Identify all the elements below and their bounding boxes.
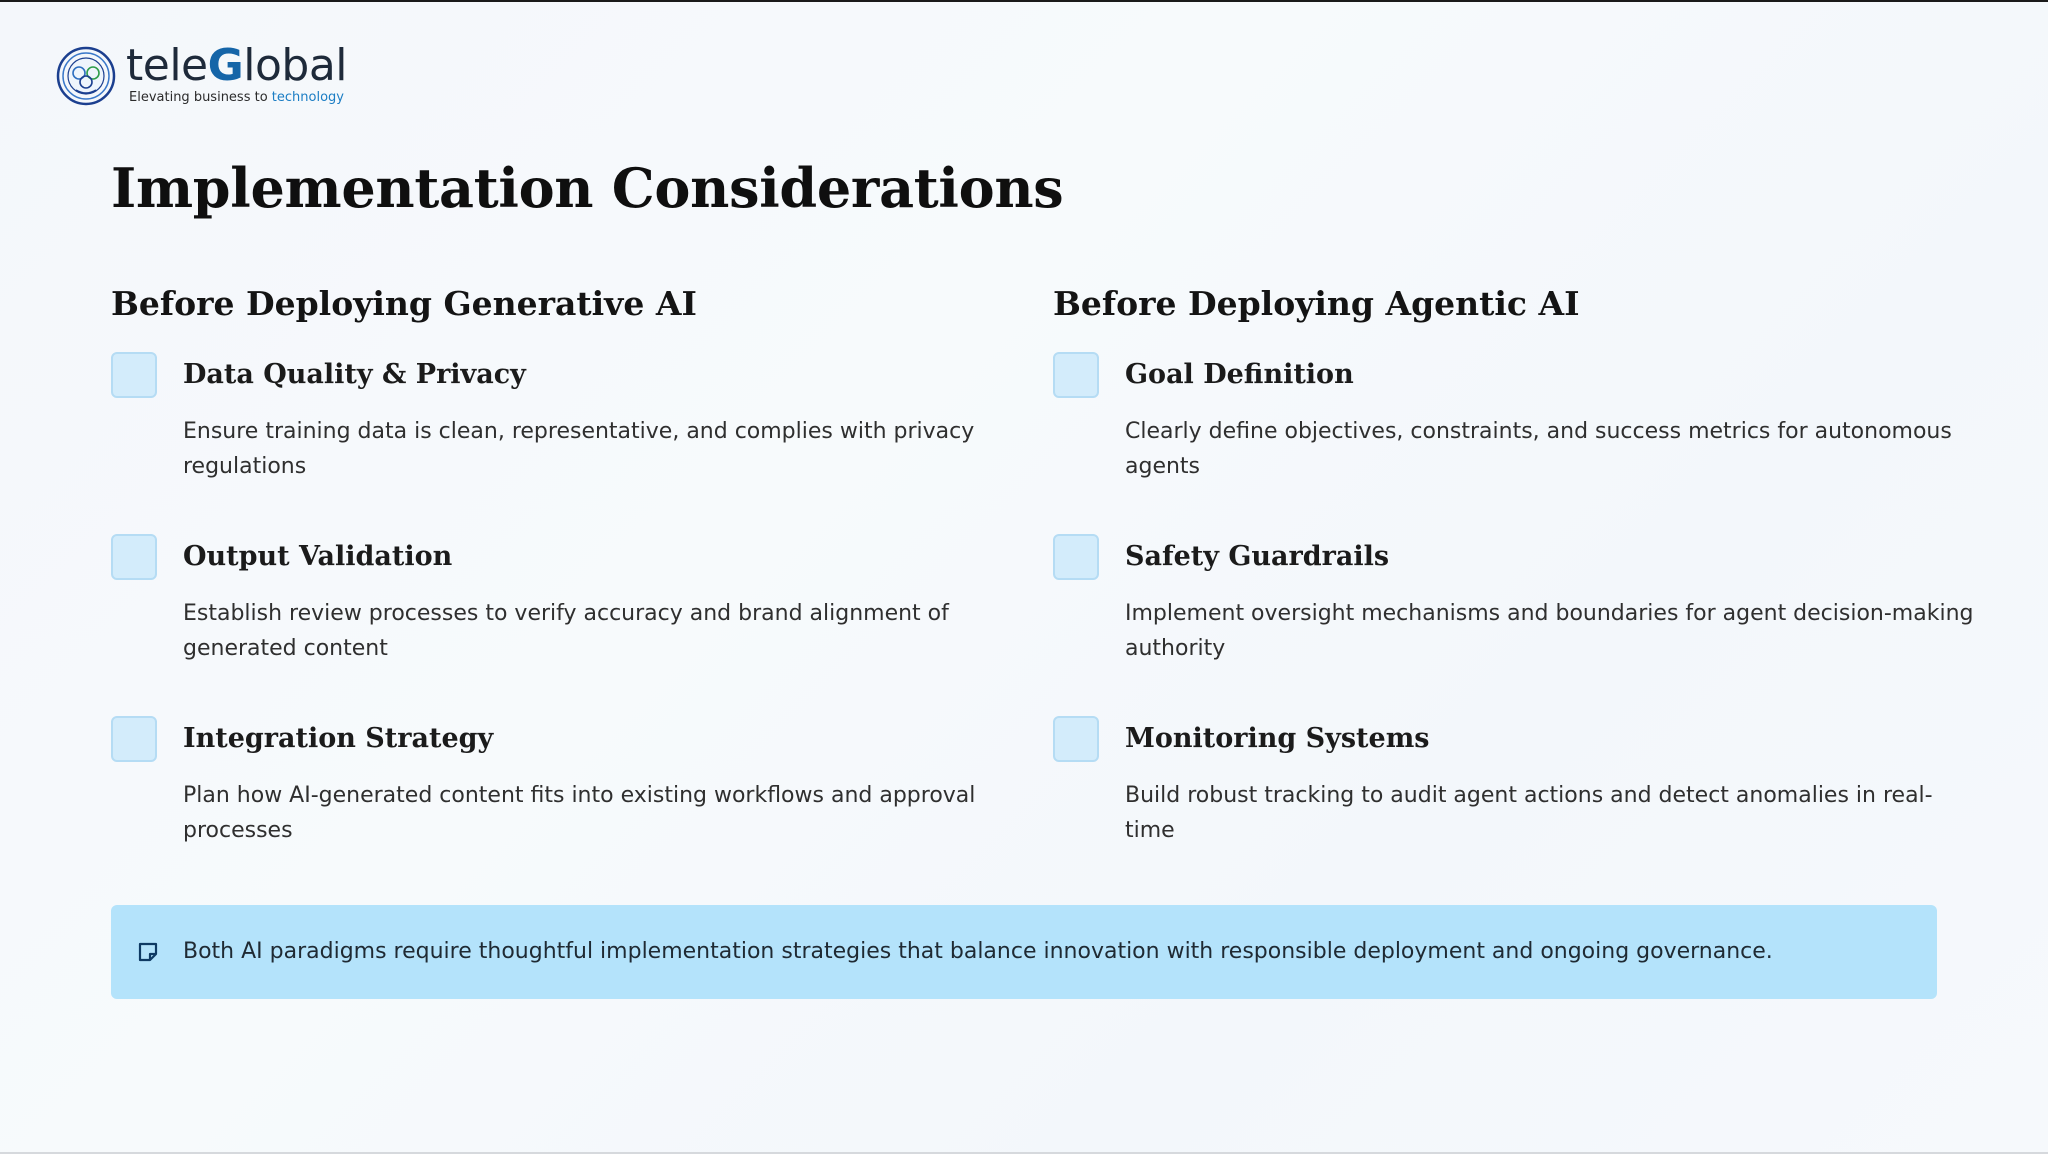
checklist (111, 350, 991, 896)
checklist-item (111, 532, 991, 714)
column-agentic-ai (1053, 278, 1974, 896)
item-title: Safety Guardrails (1125, 541, 1390, 572)
item-description: Ensure training data is clean, representative, and complies with privacy regulations (183, 419, 975, 479)
checkbox[interactable] (111, 534, 157, 580)
checkbox[interactable] (111, 716, 157, 762)
globe-ring-logo-icon (56, 46, 116, 106)
top-border-line (0, 0, 2048, 2)
column-heading: Before Deploying Generative AI (111, 284, 697, 323)
checkbox[interactable] (1053, 716, 1099, 762)
checklist-item (1053, 350, 1952, 532)
item-description: Establish review processes to verify accuracy and brand alignment of generated content (183, 601, 949, 661)
checklist-item (111, 350, 991, 532)
item-title: Data Quality & Privacy (183, 359, 526, 390)
checkbox[interactable] (111, 352, 157, 398)
item-description: Clearly define objectives, constraints, and success metrics for autonomous agents (1125, 419, 1952, 479)
checkbox[interactable] (1053, 352, 1099, 398)
item-title: Goal Definition (1125, 359, 1354, 390)
item-title: Output Validation (183, 541, 453, 572)
column-generative-ai (111, 278, 991, 896)
item-title: Integration Strategy (183, 723, 494, 754)
item-description: Plan how AI-generated content fits into existing workflows and approval processes (183, 783, 976, 843)
checklist (1053, 350, 1974, 896)
callout-text: Both AI paradigms require thoughtful implementation strategies that balance innovation with responsible deployment and ongoing governance. (183, 939, 1773, 964)
brand-logo (56, 40, 356, 108)
brand-wordmark: teleGlobal (126, 40, 348, 91)
summary-callout (111, 905, 1937, 999)
checklist-item (1053, 714, 1933, 896)
brand-tagline: Elevating business to technology (129, 90, 344, 105)
column-heading: Before Deploying Agentic AI (1053, 284, 1580, 323)
checklist-item (111, 714, 991, 896)
checkbox[interactable] (1053, 534, 1099, 580)
page-title: Implementation Considerations (111, 156, 1064, 220)
item-description: Implement oversight mechanisms and boundaries for agent decision-making authority (1125, 601, 1974, 661)
item-description: Build robust tracking to audit agent actions and detect anomalies in real-time (1125, 783, 1933, 843)
note-icon (137, 941, 159, 963)
checklist-item (1053, 532, 1974, 714)
item-title: Monitoring Systems (1125, 723, 1430, 754)
